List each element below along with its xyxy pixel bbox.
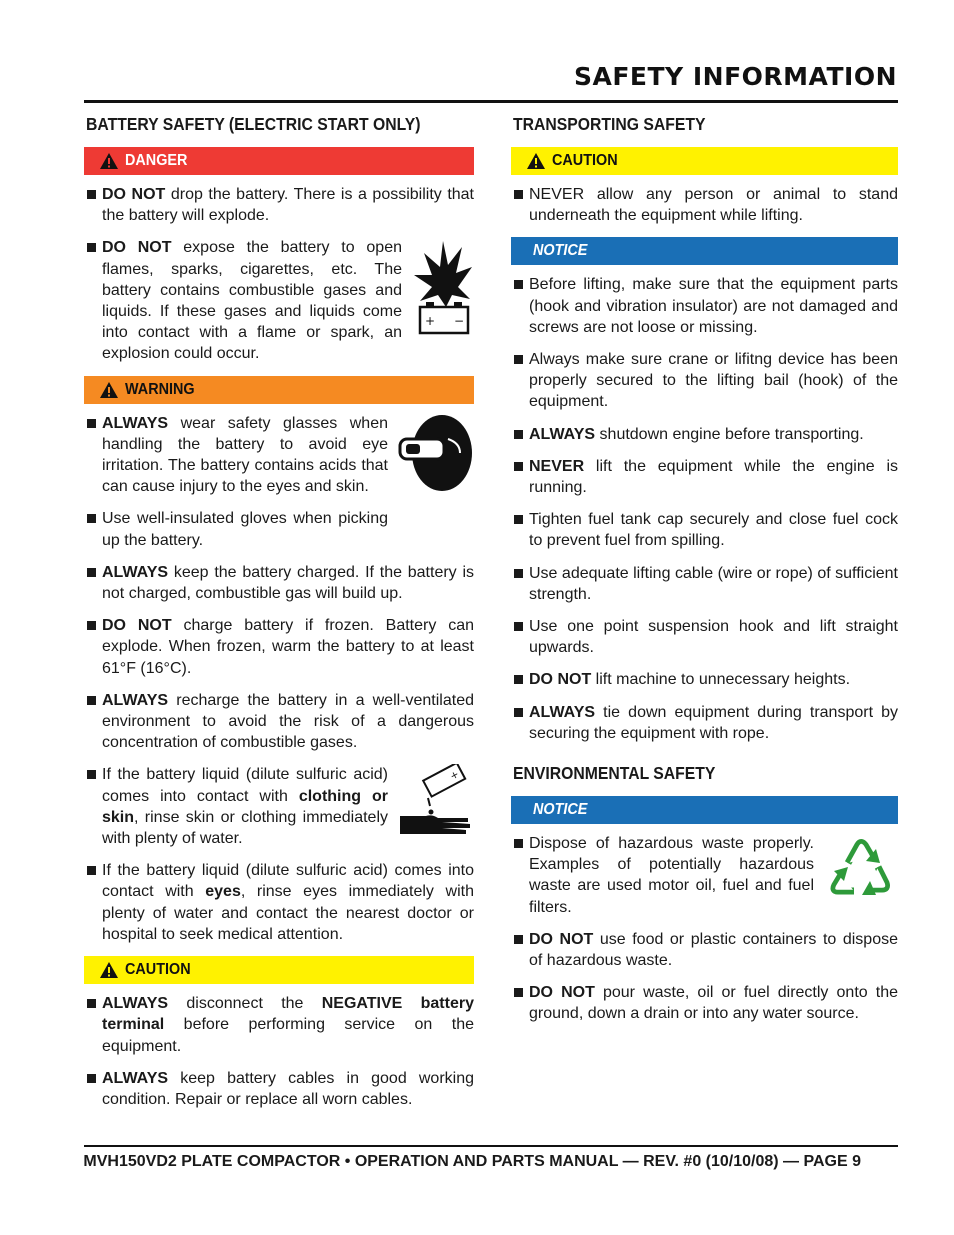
caution-label: CAUTION: [125, 961, 191, 979]
list-item: Always make sure crane or lifitng device has been properly secured to the lifting bail (hook) of the equipment.: [511, 349, 898, 413]
page-footer: MVH150VD2 PLATE COMPACTOR • OPERATION AND PARTS MANUAL — REV. #0 (10/10/08) — PAGE 9: [83, 1153, 861, 1170]
caution-banner: [84, 956, 474, 984]
list-item: NEVER lift the equipment while the engine is running.: [511, 456, 898, 498]
environmental-safety-heading: ENVIRONMENTAL SAFETY: [513, 763, 716, 784]
recycle-icon: [824, 833, 898, 905]
list-item: DO NOT use food or plastic containers to dispose of hazardous waste.: [511, 929, 898, 971]
header-rule: [84, 100, 898, 103]
list-item: Use one point suspension hook and lift straight upwards.: [511, 616, 898, 658]
warning-triangle-icon: [99, 961, 119, 979]
notice-label: NOTICE: [533, 242, 588, 260]
notice-banner: [511, 237, 898, 265]
list-item: DO NOT charge battery if frozen. Battery can explode. When frozen, warm the battery to at least 61°F (16°C).: [84, 615, 474, 679]
safety-goggles-icon: [398, 413, 474, 493]
list-item: DO NOT drop the battery. There is a possibility that the battery will explode.: [84, 184, 474, 226]
right-column: [511, 114, 898, 1036]
list-item: ALWAYS keep the battery charged. If the battery is not charged, combustible gas will build up.: [84, 562, 474, 604]
list-item: ALWAYS keep battery cables in good working condition. Repair or replace all worn cables.: [84, 1068, 474, 1110]
list-item: If the battery liquid (dilute sulfuric acid) comes into contact with clothing or skin, rinse skin or clothing immediately with plenty of water. +: [84, 764, 474, 849]
notice-banner: [511, 796, 898, 824]
notice-label: NOTICE: [533, 801, 588, 819]
svg-text:+: +: [448, 769, 462, 784]
danger-label: DANGER: [125, 152, 188, 169]
list-item: ALWAYS disconnect the NEGATIVE battery terminal before performing service on the equipment.: [84, 993, 474, 1057]
list-item: ALWAYS shutdown engine before transporting.: [511, 424, 898, 445]
list-item: NEVER allow any person or animal to stand underneath the equipment while lifting.: [511, 184, 898, 226]
warning-label: WARNING: [125, 380, 195, 398]
list-item: Use well-insulated gloves when picking up the battery.: [84, 508, 474, 550]
footer-rule: [84, 1145, 898, 1147]
warning-triangle-icon: [99, 381, 119, 399]
acid-hand-icon: [398, 764, 474, 840]
list-item: Tighten fuel tank cap securely and close fuel cock to prevent fuel from spilling.: [511, 509, 898, 551]
list-item: Before lifting, make sure that the equipment parts (hook and vibration insulator) are not damaged and screws are not loose or missing.: [511, 274, 898, 338]
environment-notice-list: [511, 833, 898, 1025]
caution-list: [84, 993, 474, 1110]
warning-triangle-icon: [526, 152, 546, 170]
list-item: ALWAYS recharge the battery in a well-ventilated environment to avoid the risk of a dangerous concentration of combustible gases.: [84, 690, 474, 754]
caution-label: CAUTION: [552, 152, 618, 169]
list-item: If the battery liquid (dilute sulfuric acid) comes into contact with eyes, rinse eyes immediately with plenty of water and contact the nearest doctor or hospital to seek medical attention.: [84, 860, 474, 945]
warning-list: [84, 413, 474, 945]
caution-banner: [511, 147, 898, 175]
danger-banner: [84, 147, 474, 175]
danger-list: [84, 184, 474, 365]
list-item: ALWAYS tie down equipment during transport by securing the equipment with rope.: [511, 702, 898, 744]
list-item: DO NOT lift machine to unnecessary heights.: [511, 669, 898, 690]
list-item: Dispose of hazardous waste properly. Examples of potentially hazardous waste are used motor oil, fuel and fuel filters.: [511, 833, 898, 918]
svg-text:+: +: [425, 314, 436, 329]
transport-caution-list: [511, 184, 898, 226]
transporting-safety-heading: TRANSPORTING SAFETY: [513, 114, 706, 134]
page-title: SAFETY INFORMATION: [574, 62, 897, 91]
svg-text:−: −: [454, 314, 465, 329]
list-item: DO NOT expose the battery to open flames, sparks, cigarettes, etc. The battery contains combustible gases and liquids. If these gases and liquids come into contact with a flame or spark, an explosion could occur. + −: [84, 237, 474, 364]
warning-triangle-icon: [99, 152, 119, 170]
list-item: DO NOT pour waste, oil or fuel directly onto the ground, down a drain or into any water source.: [511, 982, 898, 1024]
warning-banner: [84, 376, 474, 404]
transport-notice-list: [511, 274, 898, 744]
list-item: ALWAYS wear safety glasses when handling the battery to avoid eye irritation. The battery contains acids that can cause injury to the eyes and skin.: [84, 413, 474, 498]
battery-safety-heading: BATTERY SAFETY (ELECTRIC START ONLY): [86, 114, 421, 134]
list-item: Use adequate lifting cable (wire or rope) of sufficient strength.: [511, 563, 898, 605]
battery-explosion-icon: [412, 237, 474, 337]
left-column: [84, 114, 474, 1121]
